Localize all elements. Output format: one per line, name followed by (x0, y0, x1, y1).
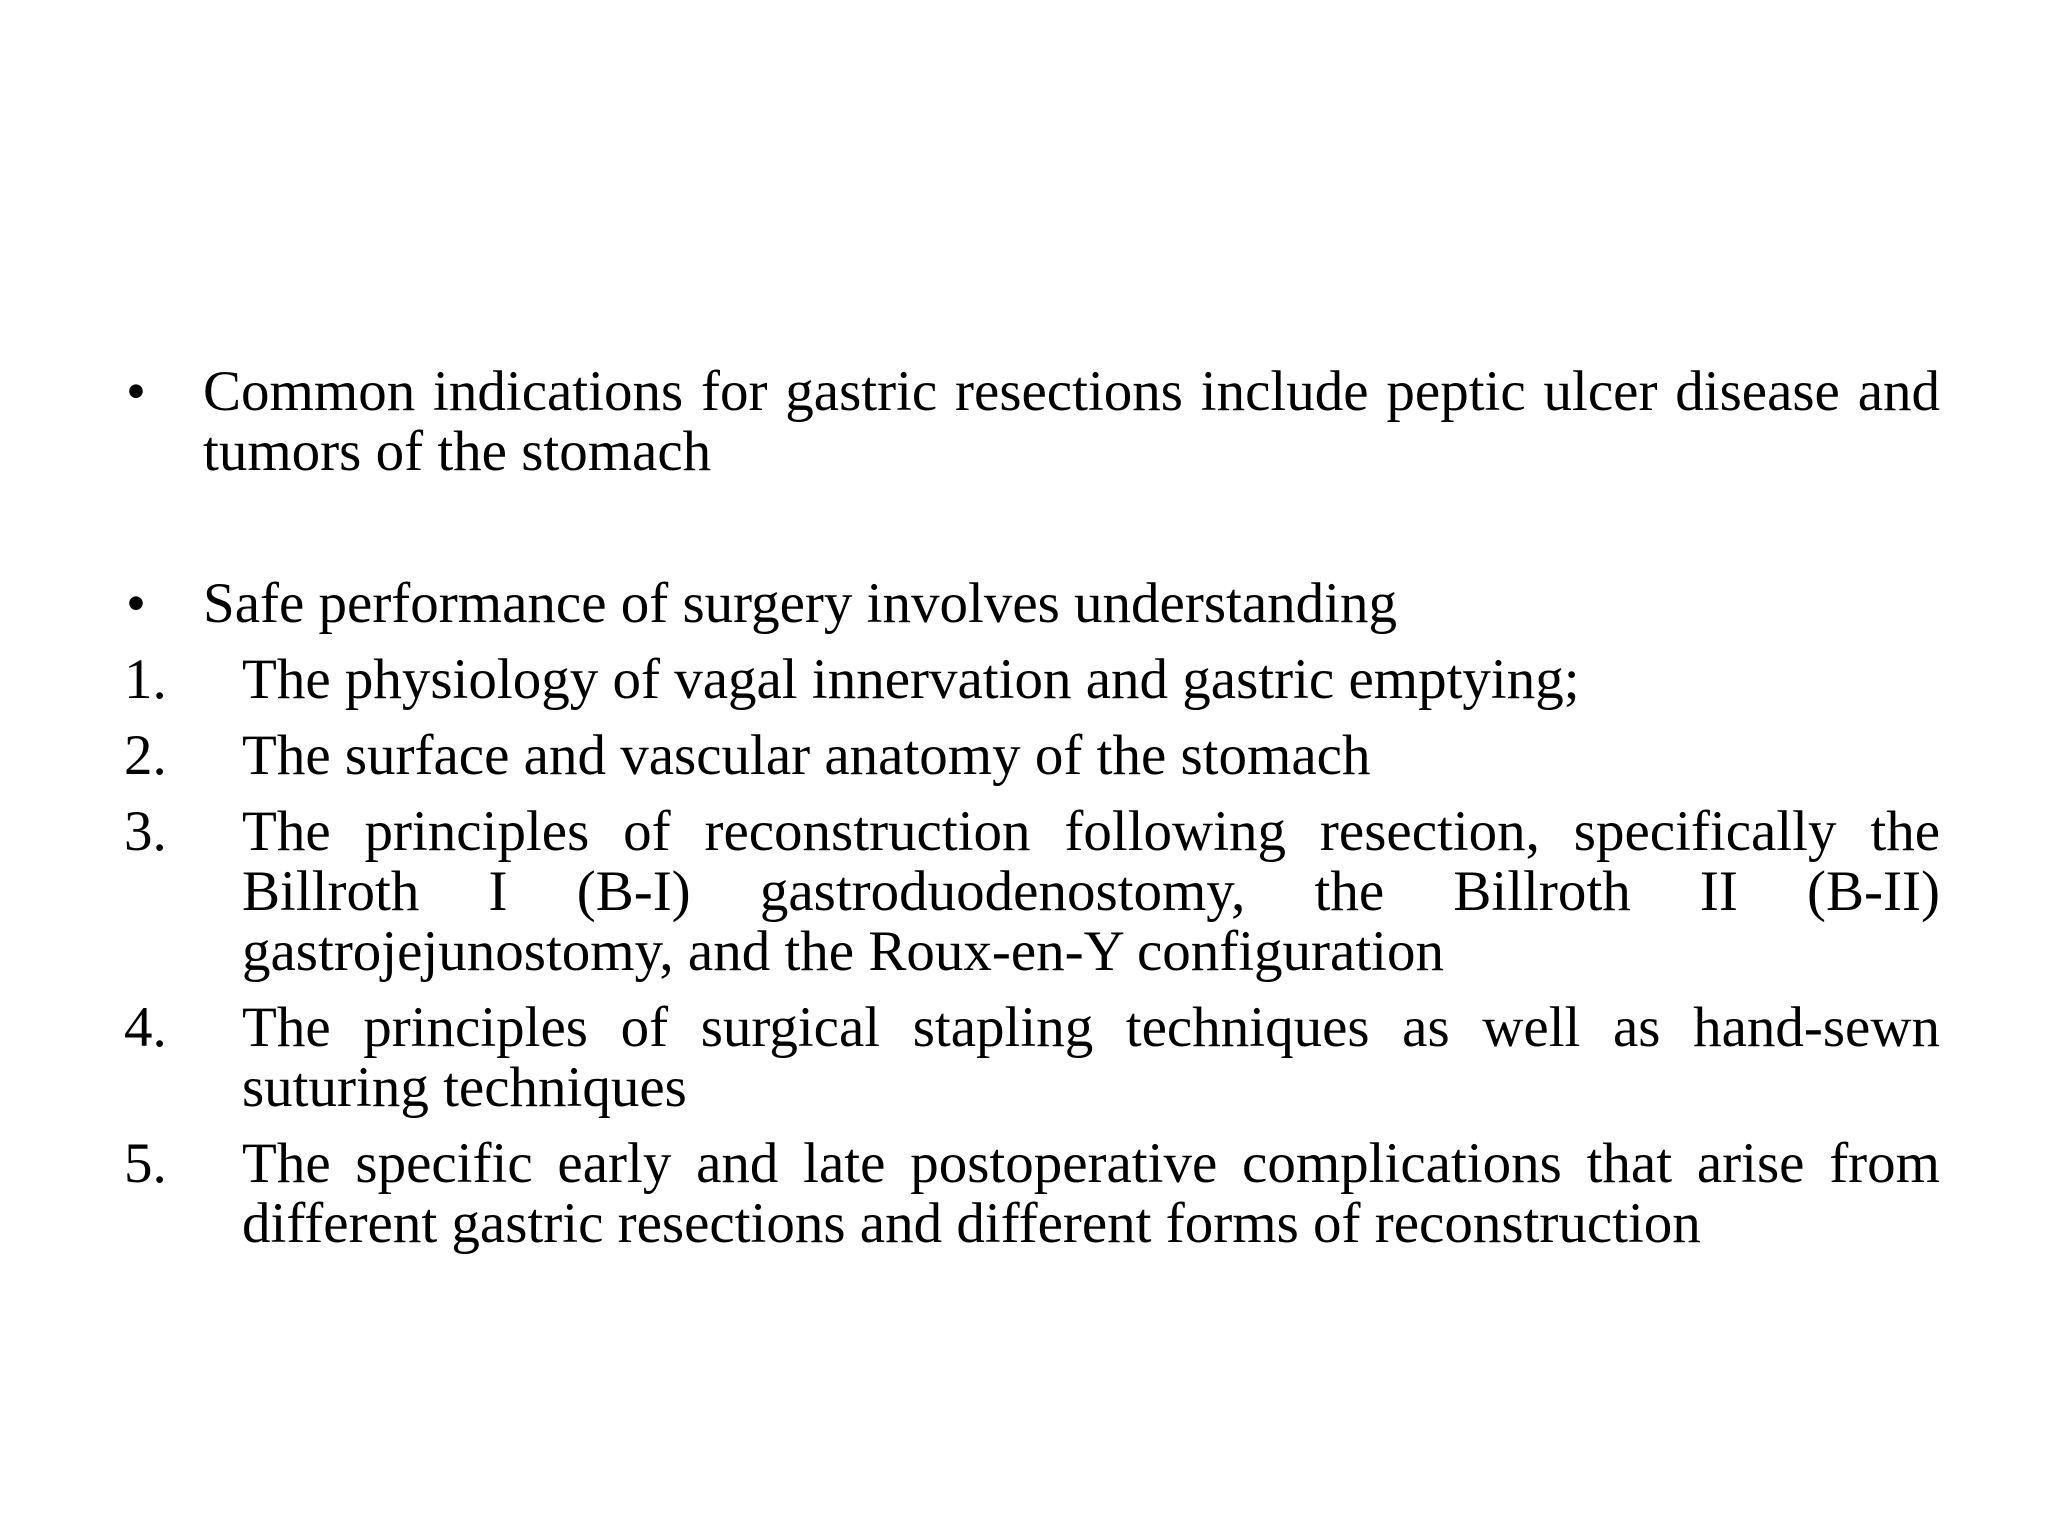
number-marker: 4. (124, 996, 167, 1059)
bullet-item-indications (120, 362, 1940, 482)
numbered-text: The specific early and late postoperative complications that arise from different gastric resections and different forms of reconstruction (242, 1132, 1940, 1255)
bullet-item-safe-performance (120, 574, 1940, 634)
bullet-text: Safe performance of surgery involves understanding (203, 572, 1397, 635)
bullet-text: Common indications for gastric resections include peptic ulcer disease and tumors of the stomach (203, 360, 1940, 483)
bullet-marker: • (126, 572, 146, 635)
spacer (120, 482, 1940, 574)
numbered-item-3 (120, 802, 1940, 982)
numbered-text: The principles of surgical stapling techniques as well as hand-sewn suturing techniques (242, 996, 1940, 1119)
numbered-text: The surface and vascular anatomy of the stomach (242, 724, 1371, 787)
numbered-item-4 (120, 998, 1940, 1118)
numbered-text: The principles of reconstruction following resection, specifically the Billroth I (B-I) gastroduodenostomy, the Billroth II (B-II) gastrojejunostomy, and the Roux-en-Y configuration (242, 800, 1940, 983)
number-marker: 5. (124, 1132, 167, 1195)
numbered-item-5 (120, 1134, 1940, 1254)
numbered-item-1 (120, 650, 1940, 710)
numbered-item-2 (120, 726, 1940, 786)
number-marker: 1. (124, 648, 167, 711)
number-marker: 2. (124, 724, 167, 787)
number-marker: 3. (124, 800, 167, 863)
slide-content (120, 362, 1940, 1254)
numbered-text: The physiology of vagal innervation and gastric emptying; (242, 648, 1580, 711)
bullet-marker: • (126, 360, 146, 423)
